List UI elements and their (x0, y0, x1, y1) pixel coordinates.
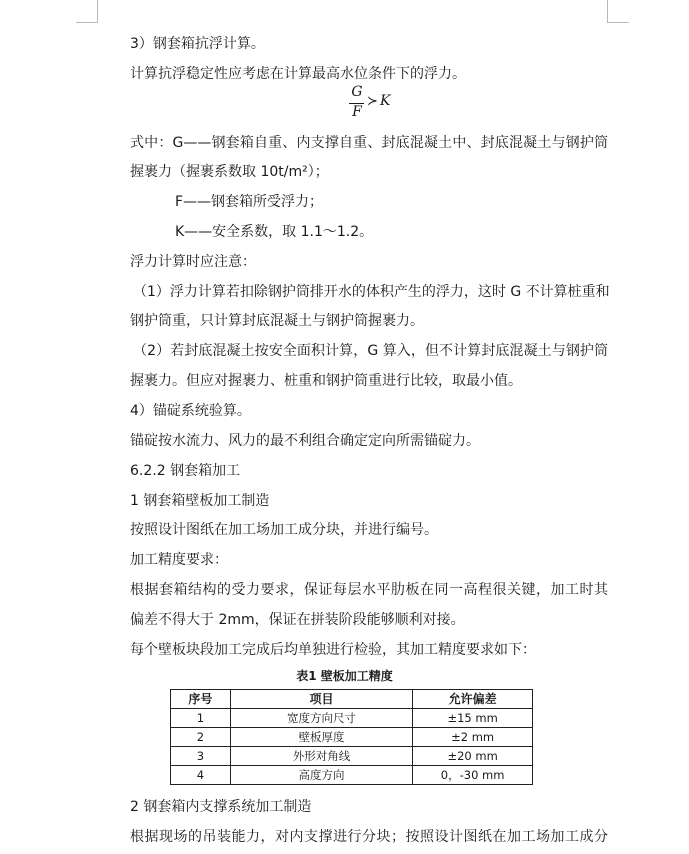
cell-item: 宽度方向尺寸 (230, 709, 412, 728)
paragraph-line: K——安全系数，取 1.1～1.2。 (175, 224, 374, 240)
cell-tolerance: ±2 mm (413, 728, 533, 747)
paragraph-line: 钢护筒重，只计算封底混凝土与钢护筒握裹力。 (130, 313, 424, 329)
crop-mark-top-left-vertical (97, 0, 98, 22)
cell-tolerance: ±15 mm (413, 709, 533, 728)
paragraph-line: 计算抗浮稳定性应考虑在计算最高水位条件下的浮力。 (130, 66, 466, 82)
cell-item: 外形对角线 (230, 747, 412, 766)
formula-relation: ≻ (367, 94, 378, 109)
table-row (171, 766, 533, 785)
paragraph-line: 握裹力（握裹系数取 10t/m²）； (130, 164, 329, 180)
cell-index: 1 (171, 709, 231, 728)
crop-mark-top-right-horizontal (607, 22, 629, 23)
table-caption: 表1 壁板加工精度 (296, 669, 393, 683)
table-row (171, 728, 533, 747)
subheading-wall-panel: 1 钢套箱壁板加工制造 (130, 493, 270, 509)
stability-formula (344, 84, 404, 124)
paragraph-line: 浮力计算时应注意： (130, 254, 256, 270)
header-item: 项目 (230, 690, 412, 709)
formula-numerator: G (351, 84, 363, 100)
table-row (171, 709, 533, 728)
cell-item: 壁板厚度 (230, 728, 412, 747)
header-index: 序号 (171, 690, 231, 709)
formula-denominator: F (352, 104, 362, 120)
paragraph-line: 握裹力。但应对握裹力、桩重和钢护筒重进行比较，取最小值。 (130, 373, 522, 389)
paragraph-line: F——钢套箱所受浮力； (175, 194, 324, 210)
paragraph-line: （2）若封底混凝土按安全面积计算，G 算入，但不计算封底混凝土与钢护筒 (133, 343, 608, 359)
paragraph-line: 按照设计图纸在加工场加工成分块，并进行编号。 (130, 522, 438, 538)
subheading-internal-support: 2 钢套箱内支撑系统加工制造 (130, 799, 312, 815)
table-header-row (171, 690, 533, 709)
paragraph-line: 加工精度要求： (130, 552, 228, 568)
precision-table (170, 689, 533, 785)
paragraph-line: 偏差不得大于 2mm，保证在拼装阶段能够顺利对接。 (130, 612, 465, 628)
crop-mark-top-right-vertical (607, 0, 608, 22)
cell-index: 4 (171, 766, 231, 785)
heading-buoyancy-calc: 3）钢套箱抗浮计算。 (130, 36, 265, 52)
crop-mark-top-left-horizontal (76, 22, 98, 23)
paragraph-line: 锚碇按水流力、风力的最不利组合确定定向所需锚碇力。 (130, 433, 480, 449)
table-row (171, 747, 533, 766)
cell-index: 3 (171, 747, 231, 766)
paragraph-line: 每个壁板块段加工完成后均单独进行检验，其加工精度要求如下： (130, 642, 536, 658)
paragraph-line: 根据现场的吊装能力，对内支撑进行分块；按照设计图纸在加工场加工成分 (130, 829, 608, 845)
header-tolerance: 允许偏差 (413, 690, 533, 709)
section-heading-6-2-2: 6.2.2 钢套箱加工 (130, 463, 241, 479)
cell-item: 高度方向 (230, 766, 412, 785)
cell-index: 2 (171, 728, 231, 747)
paragraph-line: 式中：G——钢套箱自重、内支撑自重、封底混凝土中、封底混凝土与钢护筒 (130, 135, 608, 151)
formula-right: K (380, 93, 391, 109)
cell-tolerance: ±20 mm (413, 747, 533, 766)
paragraph-line: （1）浮力计算若扣除钢护筒排开水的体积产生的浮力，这时 G 不计算桩重和 (133, 284, 610, 300)
paragraph-line: 根据套箱结构的受力要求，保证每层水平肋板在同一高程很关键，加工时其 (130, 582, 608, 598)
heading-anchor-check: 4）锚碇系统验算。 (130, 403, 251, 419)
cell-tolerance: 0，-30 mm (413, 766, 533, 785)
